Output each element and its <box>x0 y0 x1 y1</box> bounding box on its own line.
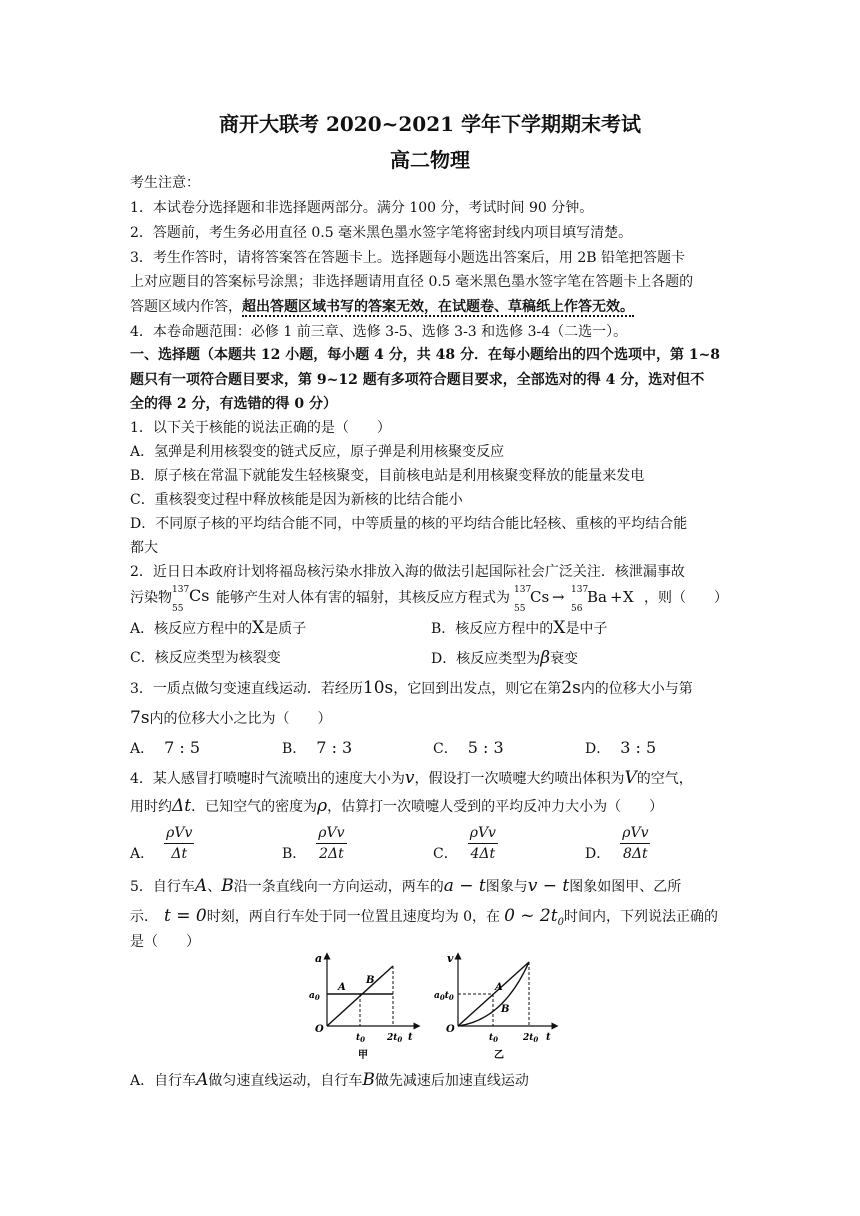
notice-warning: 超出答题区域书写的答案无效，在试题卷、草稿纸上作答无效。 <box>242 299 634 315</box>
v-t-y-label: v <box>447 952 454 965</box>
v-t-x-label: t <box>546 1032 551 1043</box>
section-1-line-2: 题只有一项符合题目要求，第 9~12 题有多项符合题目要求，全部选对的得 4 分，选对但不 <box>130 372 705 388</box>
q2-stem-2b: 能够产生对人体有害的辐射，其核反应方程式为 <box>216 590 510 606</box>
q1-option-c: C．重核裂变过程中释放核能是因为新核的比结合能小 <box>130 492 463 508</box>
q1-option-a: A．氢弹是利用核裂变的链式反应，原子弹是利用核聚变反应 <box>130 444 505 460</box>
v-t-label-A: A <box>495 982 503 993</box>
cs-nuclide: 137 55 Cs <box>172 585 210 614</box>
figure-v-t <box>433 950 563 1062</box>
q2-stem-1: 2．近日日本政府计划将福岛核污染水排放入海的做法引起国际社会广泛关注．核泄漏事故 <box>130 564 685 580</box>
q4-option-a: A． $\frac{\text{ρVv}}{\Delta t}$ <box>130 825 193 862</box>
q3-option-d: D． 3 : 5 <box>585 738 657 757</box>
v-t-t0-label: $t_0$ <box>489 1033 499 1044</box>
notice-heading: 考生注意： <box>130 175 200 191</box>
notice-line-3b: 上对应题目的答案标号涂黑；非选择题请用直径 0.5 毫米黑色墨水签字笔在答题卡上各题的 <box>130 274 694 290</box>
q2-stem-2 <box>130 585 728 614</box>
notice-line-1: 1．本试卷分选择题和非选择题两部分。满分 100 分，考试时间 90 分钟。 <box>130 200 594 216</box>
q5-stem-2: 示． t = 0时刻，两自行车处于同一位置且速度均为 0，在 0 ~ $2t_0$时间内，下列说法正确的 <box>130 906 718 928</box>
v-t-label-B: B <box>501 1004 510 1015</box>
q1-option-d-1: D．不同原子核的平均结合能不同，中等质量的核的平均结合能比轻核、重核的平均结合能 <box>130 516 688 532</box>
q2-option-c: C．核反应类型为核裂变 <box>130 650 281 666</box>
notice-line-2: 2．答题前，考生务必用直径 0.5 毫米黑色墨水签字笔将密封线内项目填写清楚。 <box>130 225 633 241</box>
exam-subtitle: 高二物理 <box>390 148 470 172</box>
a-t-x-label: t <box>408 1032 413 1043</box>
notice-line-3c-text: 答题区域内作答， <box>130 299 242 315</box>
a-t-origin-label: O <box>315 1024 324 1035</box>
notice-line-3a: 3．考生作答时，请将答案答在答题卡上。选择题每小题选出答案后，用 2B 铅笔把答题卡 <box>130 250 686 266</box>
v-t-caption: 乙 <box>494 1050 504 1061</box>
a-t-t0-label: $t_0$ <box>356 1033 366 1044</box>
q1-option-d-2: 都大 <box>130 540 158 556</box>
q3-option-b: B． 7 : 3 <box>282 738 353 757</box>
q4-option-b: B． $\frac{\text{ρVv}}{2\Delta t}$ <box>282 825 345 862</box>
q2-option-a: A．核反应方程中的X是质子 <box>130 618 307 638</box>
section-1-line-1: 一、选择题（本题共 12 小题，每小题 4 分，共 48 分．在每小题给出的四个选项中，第 1~8 <box>130 347 721 363</box>
a-t-label-A: A <box>338 982 346 993</box>
q1-option-b: B．原子核在常温下就能发生轻核聚变，目前核电站是利用核聚变释放的能量来发电 <box>130 468 645 484</box>
a-t-a0-label: $a_0$ <box>309 991 320 1002</box>
q2-option-d: D．核反应类型为β衰变 <box>431 648 579 668</box>
a-t-2t0-label: $2t_0$ <box>387 1033 403 1044</box>
q4-option-c: C． $\frac{\text{ρVv}}{4\Delta t}$ <box>433 825 496 862</box>
section-1-line-3: 全的得 2 分，有选错的得 0 分） <box>130 396 337 412</box>
q5-stem-3: 是（ ） <box>130 934 200 950</box>
q4-option-d: D． $\frac{\text{ρVv}}{8\Delta t}$ <box>585 825 649 862</box>
v-t-2t0-label: $2t_0$ <box>523 1033 539 1044</box>
q3-stem-2: 7s内的位移大小之比为（ ） <box>130 708 332 728</box>
notice-line-3c <box>130 297 634 317</box>
q1-stem: 1．以下关于核能的说法正确的是（ ） <box>130 420 391 436</box>
q4-stem-1: 4．某人感冒打喷嚏时气流喷出的速度大小为v，假设打一次喷嚏大约喷出体积为V的空气， <box>130 768 693 788</box>
q3-option-a: A． 7 : 5 <box>130 738 201 757</box>
q2-option-b: B．核反应方程中的X是中子 <box>431 618 608 638</box>
figure-a-t <box>305 950 425 1062</box>
exam-title: 商开大联考 2020~2021 学年下学期期末考试 <box>218 112 641 136</box>
v-t-origin-label: O <box>446 1024 455 1035</box>
q2-stem-2a: 污染物 <box>130 590 172 606</box>
a-t-caption: 甲 <box>358 1050 368 1061</box>
a-t-label-B: B <box>366 975 375 986</box>
decay-equation: 137 55 Cs → 137 56 Ba + X <box>514 585 634 614</box>
q3-stem-1: 3．一质点做匀变速直线运动．若经历10s，它回到出发点，则它在第2s内的位移大小与第 <box>130 678 693 698</box>
q3-option-c: C． 5 : 3 <box>433 738 504 757</box>
q4-stem-2: 用时约Δt．已知空气的密度为ρ，估算打一次喷嚏人受到的平均反冲力大小为（ ） <box>130 796 664 816</box>
q2-stem-2c: ，则（ ） <box>644 590 728 606</box>
v-t-a0t0-label: $a_0t_0$ <box>434 991 454 1002</box>
q5-option-a: A．自行车A做匀速直线运动，自行车B做先减速后加速直线运动 <box>130 1070 529 1090</box>
notice-line-4: 4．本卷命题范围：必修 1 前三章、选修 3-5、选修 3-3 和选修 3-4（二选一）。 <box>130 324 628 340</box>
a-t-y-label: a <box>315 952 323 965</box>
q5-stem-1: 5．自行车A、B沿一条直线向一方向运动，两车的a − t图象与v − t图象如图甲、乙所 <box>130 876 682 896</box>
